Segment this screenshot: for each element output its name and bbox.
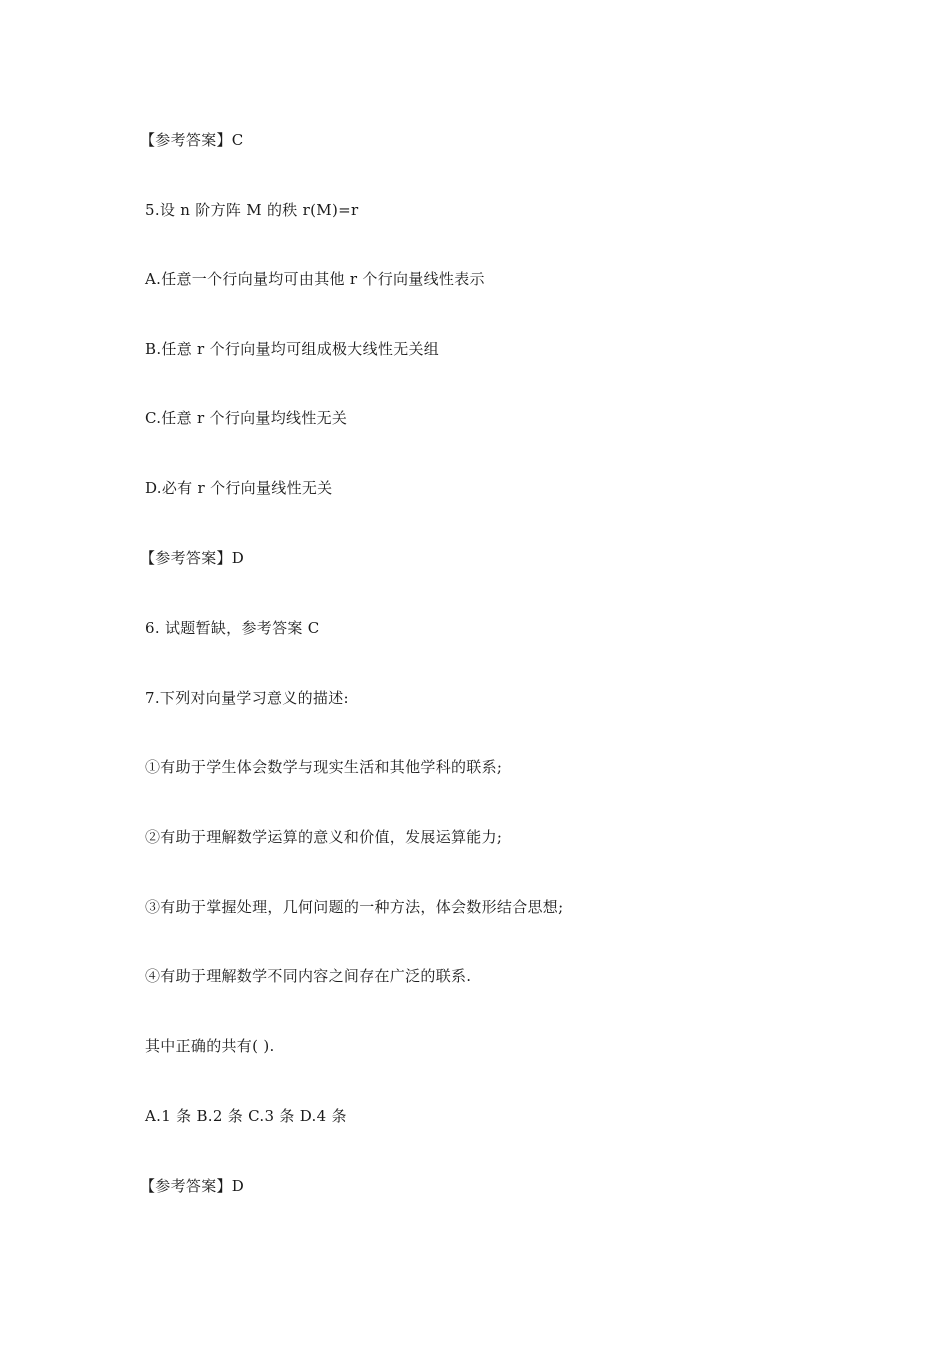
answer-q4: 【参考答案】C — [140, 131, 244, 149]
answer-q7: 【参考答案】D — [140, 1177, 245, 1195]
statement-2: ②有助于理解数学运算的意义和价值，发展运算能力; — [145, 828, 503, 846]
question-5: 5.设 n 阶方阵 M 的秩 r(M)=r — [145, 201, 359, 219]
question-7: 7.下列对向量学习意义的描述: — [145, 689, 349, 707]
option-5a: A.任意一个行向量均可由其他 r 个行向量线性表示 — [145, 270, 485, 288]
answer-q5: 【参考答案】D — [140, 549, 245, 567]
question-6: 6. 试题暂缺，参考答案 C — [145, 619, 320, 637]
option-5d: D.必有 r 个行向量线性无关 — [145, 479, 333, 497]
statement-3: ③有助于掌握处理，几何问题的一种方法，体会数形结合思想; — [145, 898, 564, 916]
question-7-prompt: 其中正确的共有( ). — [145, 1037, 275, 1055]
option-5c: C.任意 r 个行向量均线性无关 — [145, 409, 348, 427]
option-5b: B.任意 r 个行向量均可组成极大线性无关组 — [145, 340, 440, 358]
statement-1: ①有助于学生体会数学与现实生活和其他学科的联系; — [145, 758, 503, 776]
options-7: A.1 条 B.2 条 C.3 条 D.4 条 — [145, 1107, 347, 1125]
statement-4: ④有助于理解数学不同内容之间存在广泛的联系. — [145, 967, 472, 985]
